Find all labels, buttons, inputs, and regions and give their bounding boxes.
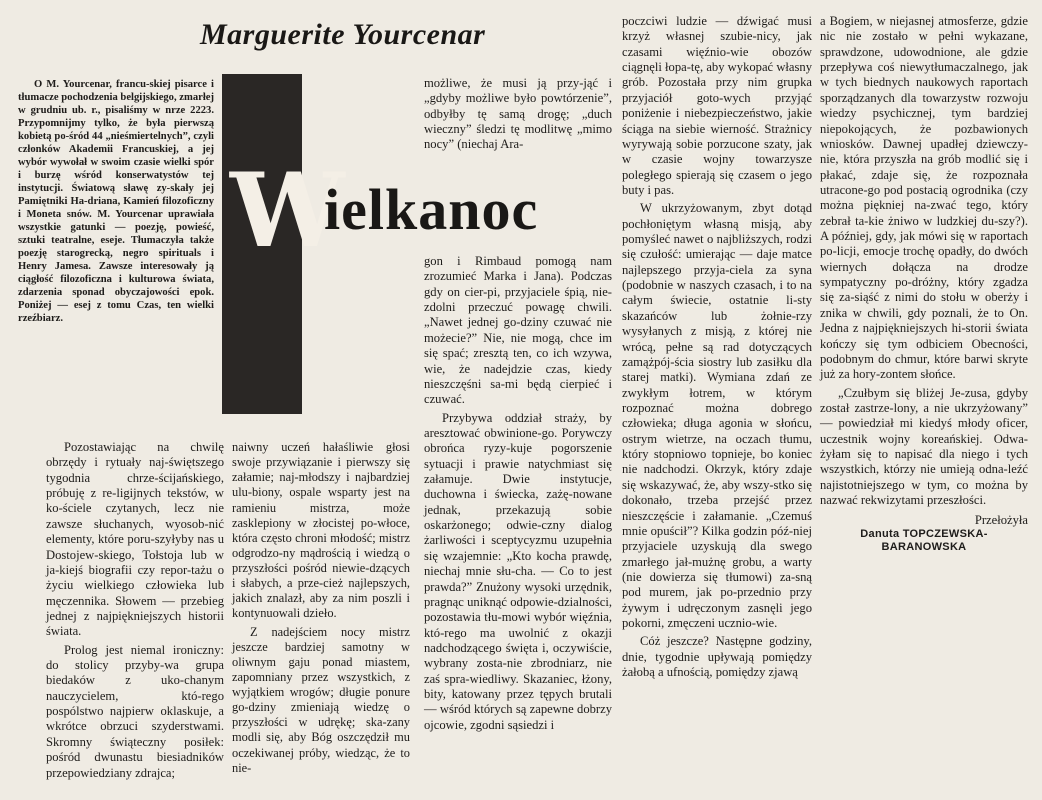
column-5	[820, 14, 1028, 555]
paragraph: Cóż jeszcze? Następne godziny, dnie, tygodnie upływają pomiędzy żałobą a ufnością, pomiędzy zjawą	[622, 634, 812, 680]
paragraph: a Bogiem, w niejasnej atmosferze, gdzie nic nie zostało w pełni wykazane, sprawdzone, udowodnione, ale gdzie przepływa coś niewytłumaczalnego, jak w tych biednych naukowych raportach sporządzanych dla towarzystw rozwoju wiedzy psychicznej, tym bardziej niepokojących, że pozbawionych wniosków. Dawnej upadłej dziewczy-nie, która przyszła na grób modlić się i płakać, zdaje się, że rozpoznała utracone-go pod postacią ogrodnika (czy można piękniej na-zwać tego, który zebrał ta-kie żniwo w ludzkiej du-szy?). A później, gdy, jak mówi się w raportach po-licji, emocje trochę opadły, do dwóch wiernych dołącza na drodze sympatyczny po-dróżny, który zgadza się za-siąść z nimi do stołu w oberży i znika w chwili, gdy poznali, że to On. Jedna z najpiękniejszych hi-storii świata kończy się tym odbiciem Obecności, podobnym do chmur, które barwi skryte już za hory-zontem słońce.	[820, 14, 1028, 382]
translator-label: Przełożyła	[974, 512, 1028, 527]
paragraph: Pozostawiając na chwilę obrzędy i rytuały naj-świętszego tygodnia chrze-ścijańskiego, próbuję z re-ligijnych tekstów, w ko-ściele czytanych, lecz nie zawsze słuchanych, wyosob-nić elementy, które poru-szyłyby nas u Dostojew-skiego, Tołstoja lub w ja-kiejś biografii czy repor-tażu o życiu wielkiego człowieka lub męczennika. Słowem — przebieg jednej z najpiękniejszych historii świata.	[46, 440, 224, 639]
column-4	[622, 14, 812, 680]
intro-column	[18, 78, 214, 325]
column-1	[46, 440, 224, 781]
paragraph: Przybywa oddział straży, by aresztować obwinione-go. Porywczy obrońca ryzy-kuje pogorszenie sytuacji i prawie natychmiast się załamuje. Dwie instytucje, duchowna i świecka, zażę-nowane jednak, przekazują sobie oskarżonego; odwie-czny dialog żarliwości i sceptycyzmu uzupełnia się wzajemnie: „Kto kocha prawdę, niechaj mnie słu-cha. — Co to jest prawda?” Znużony wysoki urzędnik, pragnąc uniknąć odpowie-dzialności, pozostawia tłu-mowi wybór więźnia, któ-rego ma uwolnić z okazji nadchodzącego święta i, oczywiście, wybrany zosta-nie zbrodniarz, nie zaś spra-wiedliwy. Skazaniec, łżony, bity, katowany przez tępych brutali — wśród których są zapewne dobrzy ojcowie, zgodni sąsiedzi i	[424, 410, 612, 732]
paragraph: gon i Rimbaud pomogą nam zrozumieć Marka i Jana). Podczas gdy on cier-pi, przyjaciele śpią, nie-zdolni przeczuć powagę chwili. „Nawet jednej go-dziny czuwać nie możecie?” Nie, nie mogą, chce im się spać; zresztą ten, co ich wzywa, wie, że nadejdzie czas, kiedy nieszczęśni sa-mi będą cierpieć i czuwać.	[424, 254, 612, 407]
title-initial-block	[222, 74, 345, 414]
paragraph: Prolog jest niemal ironiczny: do stolicy przyby-wa grupa biedaków z uko-chanym nauczycielem, któ-rego pospólstwo najpierw oklaskuje, a wkrótce obrzuci szyderstwami. Skromny świąteczny posiłek: pośród dwunastu biesiadników przepowiedziany zdrajca;	[46, 642, 224, 780]
paragraph: poczciwi ludzie — dźwigać musi krzyż własnej szubie-nicy, jak czasami więźnio-wie obozów ciągnęli łopa-tę, aby wykopać własny grób. Pozostała przy nim grupka przyjaciół goto-wych przyjąć poniżenie i niebezpieczeństwo, jakie ściąga na siebie wierność. Strażnicy wyrywają sobie porzucone szaty, jak w czasie wojny towarzysze poległego spierają się czasem o jego buty i pas.	[622, 14, 812, 197]
column-3-top	[424, 76, 612, 153]
title-initial: W	[230, 151, 345, 271]
paragraph: Z nadejściem nocy mistrz jeszcze bardziej samotny w oliwnym gaju ponad miastem, zapomniany przez wszystkich, z wyjątkiem wrogów; długie ponure go-dziny zmieniają wiedzę o przyszłości w udrękę; ska-zany modli się, aby Bóg oszczędził mu oczekiwanej próby, wiedząc, że to nie-	[232, 624, 410, 775]
column-3	[424, 254, 612, 733]
paragraph: „Czułbym się bliżej Je-zusa, gdyby został zastrze-lony, a nie ukrzyżowany” — powiedział mi kiedyś młody oficer, uczestnik wojny koreańskiej. Odwa-żyłam się to napisać dla niego i tych wszystkich, którzy nie umieją odna-leźć najistotniejszego w tym, co można by nazwać rekwizytami przeszłości.	[820, 385, 1028, 508]
author-heading: Marguerite Yourcenar	[200, 18, 486, 51]
column-2	[232, 440, 410, 776]
paragraph: możliwe, że musi ją przy-jąć i „gdyby możliwe było powtórzenie”, odbyłby tę samą drogę; „duch wieczny” śledzi tę modlitwę „mimo nocy” (niechaj Ara-	[424, 76, 612, 152]
translator-credit	[820, 513, 1028, 555]
title-rest: ielkanoc	[324, 177, 539, 242]
paragraph: naiwny uczeń hałaśliwie głosi swoje przywiązanie i pierwszy się załamie; naj-młodszy i najbardziej ulu-biony, ospale wsparty jest na ramieniu mistrza, może zasklepiony w złocistej po-włoce, która często chroni młodość; mistrz odgrodzo-ny mądrością i wiedzą o przyszłości pośród niewie-dzących i słabych, a prze-cież najlepszych, jakich znalazł, aby za nim poszli i kontynuowali dzieło.	[232, 440, 410, 621]
translator-name: Danuta TOPCZEWSKA-BARANOWSKA	[860, 527, 988, 554]
intro-paragraph: O M. Yourcenar, francu-skiej pisarce i tłumacze pochodzenia belgijskiego, zmarłej w grudniu ub. r., pisaliśmy w nrze 2223. Przypomnijmy tylko, że była pierwszą kobietą po-śród 44 „nieśmiertelnych”, czyli członków Akademii Francuskiej, a jej wybór wywołał w swoim czasie wielki spór i burzę wśród konserwatystów tej instytucji. Światową sławę zy-skały jej Pamiętniki Ha-driana, Kamień filozoficzny i Moneta snów. M. Yourcenar uprawiała wszystkie gatunki — poezję, powieść, sztuki teatralne, eseje. Tłumaczyła także poezję starogrecką, negro spirituals i Henry Jamesa. Zawsze interesowały ją ciągłość filozoficzna i kulturowa świata, zdarzenia sponad obyczajowości epok. Poniżej — esej z tomu Czas, ten wielki rzeźbiarz.	[18, 79, 214, 325]
paragraph: W ukrzyżowanym, zbyt dotąd pochłoniętym własną misją, aby pomyśleć nawet o najbliższych, rodzi się czułość: umierając — daje matce najlepszego przyja-ciela za syna (podobnie w naszych czasach, i to na całym świecie, ostatnie li-sty skazańców lub żołnie-rzy wysyłanych z misją, z której nie wrócą, pełne są rad dotyczących zamążpój-ścia siostry lub zasiłku dla starej matki). Wymiana zdań ze zwykłym łotrem, w którym rozpoznać można dobrego człowieka; długa agonia w słońcu, ostrym wietrze, na oczach tłumu, który stopniowo topnieje, bo koniec nie nadchodzi. Okrzyk, który zdaje się wskazywać, że, aby wszy-stko się dokonało, trzeba przejść przez nieszczęście i załamanie. „Czemuś mnie opuścił”? Kilka godzin póź-niej przyjaciele uzyskują dla swego zmarłego jał-mużnę grobu, a warty (nie dowierza się tłumowi) za-sną pod murem, jak po-przednio przy żywym i udręczonym zasnęli jego pokorni, zmęczeni ucznio-wie.	[622, 201, 812, 631]
